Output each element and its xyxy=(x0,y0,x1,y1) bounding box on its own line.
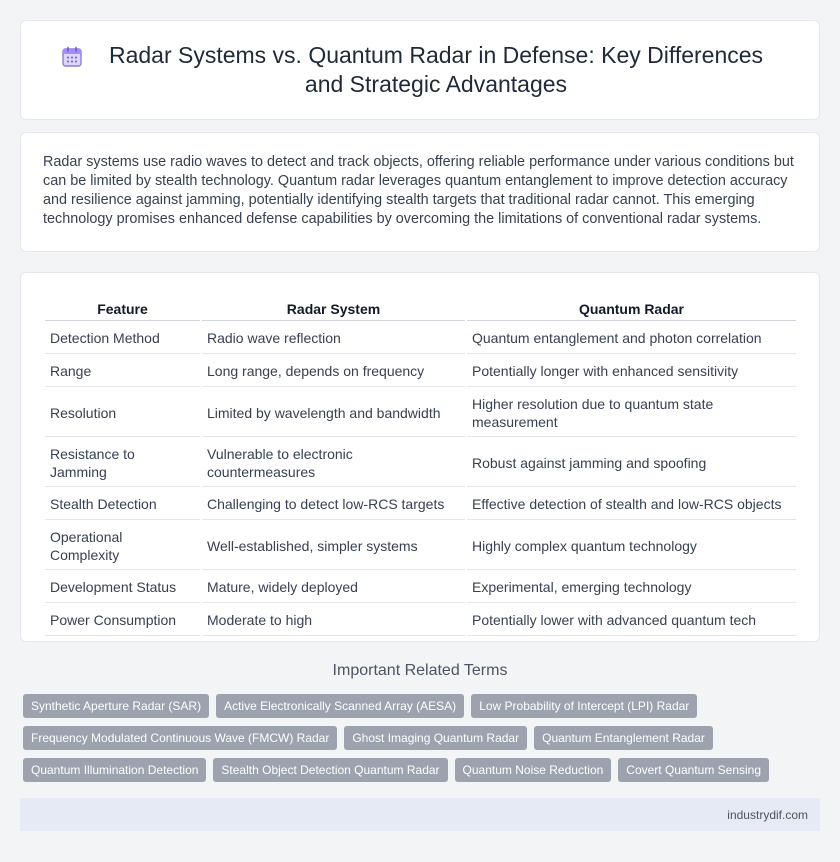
related-terms-tags xyxy=(20,694,820,790)
related-term-tag[interactable]: Synthetic Aperture Radar (SAR) xyxy=(23,694,209,718)
radar-cell: Well-established, simpler systems xyxy=(202,522,465,570)
radar-cell: Moderate to high xyxy=(202,605,465,636)
quantum-cell: Experimental, emerging technology xyxy=(467,572,796,603)
radar-cell: Long range, depends on frequency xyxy=(202,356,465,387)
calendar-icon xyxy=(60,45,84,69)
intro-paragraph: Radar systems use radio waves to detect and track objects, offering reliable performance under various conditions but can be limited by stealth technology. Quantum radar leverages quantum entanglement to improve detection accuracy and resilience against jamming, potentially identifying stealth targets that traditional radar cannot. This emerging technology promises enhanced defense capabilities by overcoming the limitations of conventional radar systems. xyxy=(43,154,794,227)
radar-cell: Challenging to detect low-RCS targets xyxy=(202,489,465,520)
feature-cell: Development Status xyxy=(45,572,200,603)
table-row xyxy=(45,323,796,354)
feature-cell: Stealth Detection xyxy=(45,489,200,520)
quantum-cell: Potentially longer with enhanced sensitivity xyxy=(467,356,796,387)
table-row xyxy=(45,389,796,437)
title-wrap xyxy=(60,41,780,99)
related-terms-section xyxy=(20,662,820,790)
related-term-tag[interactable]: Stealth Object Detection Quantum Radar xyxy=(213,758,447,782)
feature-cell: Resistance to Jamming xyxy=(45,439,200,487)
feature-cell: Operational Complexity xyxy=(45,522,200,570)
header-quantum-radar: Quantum Radar xyxy=(467,297,796,321)
related-terms-title: Important Related Terms xyxy=(332,662,508,679)
related-term-tag[interactable]: Quantum Entanglement Radar xyxy=(534,726,713,750)
radar-cell: Vulnerable to electronic countermeasures xyxy=(202,439,465,487)
quantum-cell: Quantum entanglement and photon correlation xyxy=(467,323,796,354)
related-term-tag[interactable]: Frequency Modulated Continuous Wave (FMCW) Radar xyxy=(23,726,337,750)
comparison-table xyxy=(43,295,798,638)
feature-cell: Range xyxy=(45,356,200,387)
table-row xyxy=(45,572,796,603)
quantum-cell: Effective detection of stealth and low-RCS objects xyxy=(467,489,796,520)
radar-cell: Mature, widely deployed xyxy=(202,572,465,603)
header-radar-system: Radar System xyxy=(202,297,465,321)
table-row xyxy=(45,356,796,387)
feature-cell: Detection Method xyxy=(45,323,200,354)
related-term-tag[interactable]: Low Probability of Intercept (LPI) Radar xyxy=(471,694,697,718)
radar-cell: Limited by wavelength and bandwidth xyxy=(202,389,465,437)
table-row xyxy=(45,489,796,520)
related-term-tag[interactable]: Active Electronically Scanned Array (AESA) xyxy=(216,694,464,718)
intro-card xyxy=(20,132,820,252)
table-header-row xyxy=(45,297,796,321)
page-title: Radar Systems vs. Quantum Radar in Defense: Key Differences and Strategic Advantages xyxy=(108,42,764,97)
comparison-card xyxy=(20,272,820,642)
footer xyxy=(20,798,820,831)
quantum-cell: Potentially lower with advanced quantum tech xyxy=(467,605,796,636)
radar-cell: Radio wave reflection xyxy=(202,323,465,354)
table-row xyxy=(45,605,796,636)
table-row xyxy=(45,522,796,570)
quantum-cell: Higher resolution due to quantum state measurement xyxy=(467,389,796,437)
related-term-tag[interactable]: Quantum Illumination Detection xyxy=(23,758,206,782)
footer-site[interactable]: industrydif.com xyxy=(727,807,808,822)
related-term-tag[interactable]: Quantum Noise Reduction xyxy=(455,758,612,782)
feature-cell: Power Consumption xyxy=(45,605,200,636)
header-feature: Feature xyxy=(45,297,200,321)
quantum-cell: Highly complex quantum technology xyxy=(467,522,796,570)
title-card xyxy=(20,20,820,120)
related-term-tag[interactable]: Ghost Imaging Quantum Radar xyxy=(344,726,527,750)
table-row xyxy=(45,439,796,487)
feature-cell: Resolution xyxy=(45,389,200,437)
quantum-cell: Robust against jamming and spoofing xyxy=(467,439,796,487)
related-term-tag[interactable]: Covert Quantum Sensing xyxy=(618,758,769,782)
